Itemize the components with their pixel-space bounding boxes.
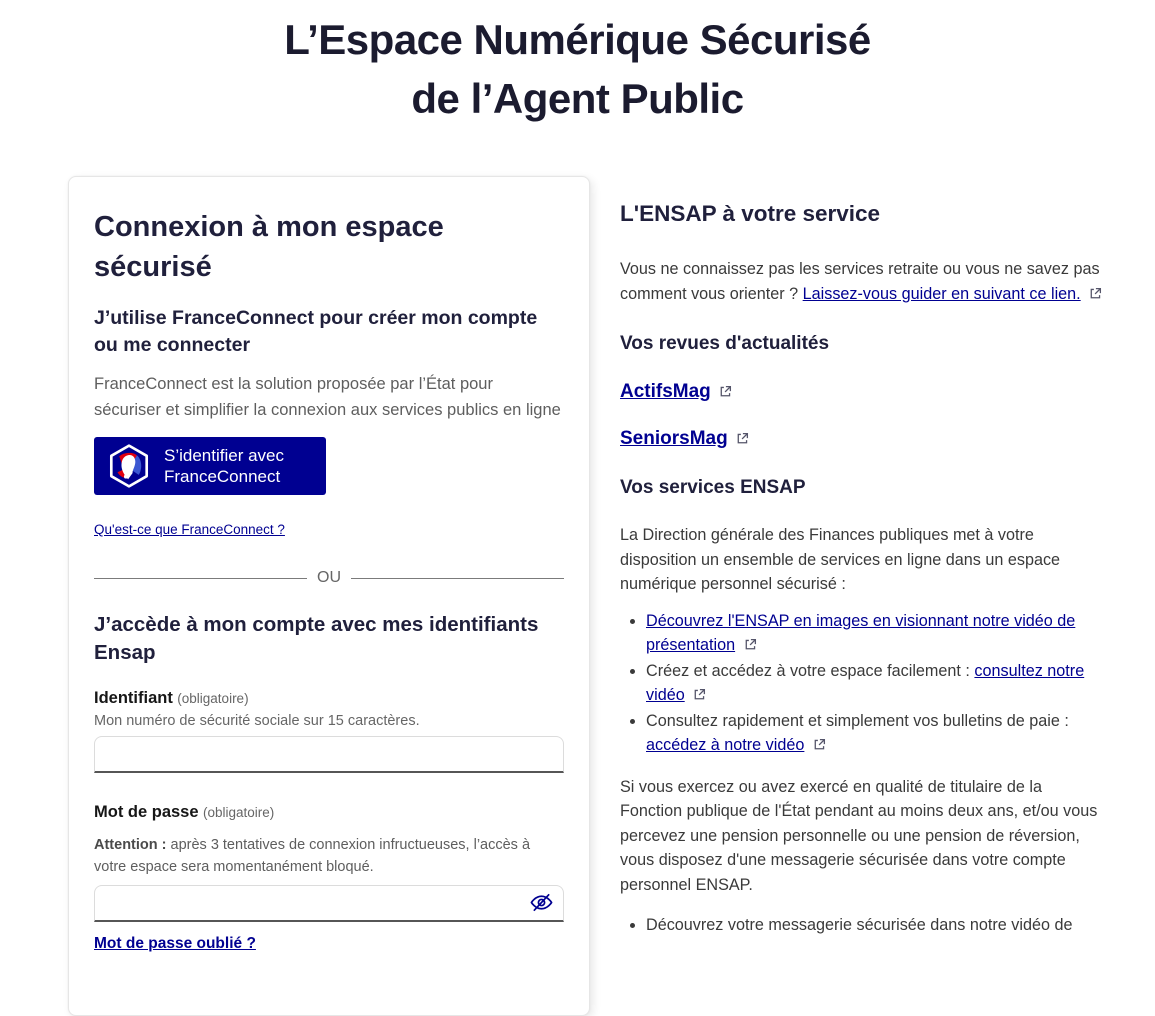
list-item: • Créez et accédez à votre espace facilement : consultez notre vidéo — [646, 659, 1106, 709]
external-link-icon — [1089, 283, 1102, 308]
forgot-password-link[interactable]: Mot de passe oublié ? — [94, 935, 256, 952]
external-link-icon — [693, 684, 706, 709]
external-link-icon — [719, 385, 732, 403]
info-intro-text: Vous ne connaissez pas les services retraite ou vous ne savez pas comment vous orienter ? — [620, 260, 1100, 303]
password-warning-bold: Attention : — [94, 837, 167, 853]
franceconnect-button[interactable] — [94, 437, 326, 495]
list-item: • Découvrez votre messagerie sécurisée dans notre vidéo de — [646, 913, 1106, 938]
page-title-line2: de l’Agent Public — [411, 75, 744, 122]
video-bulletins-link[interactable]: accédez à notre vidéo — [646, 736, 805, 754]
franceconnect-description: FranceConnect est la solution proposée par l’État pour sécuriser et simplifier la connexion aux services publics en ligne — [94, 375, 561, 419]
page-title-line1: L’Espace Numérique Sécurisé — [284, 16, 871, 63]
or-divider-label: OU — [317, 569, 341, 586]
external-link-icon — [813, 734, 826, 759]
password-input[interactable] — [94, 885, 564, 922]
info-panel-title: L'ENSAP à votre service — [620, 201, 881, 226]
password-input-wrapper — [94, 878, 564, 922]
password-required-tag: (obligatoire) — [202, 805, 275, 820]
guide-link[interactable]: Laissez-vous guider en suivant ce lien. — [802, 284, 1081, 303]
list-item — [646, 609, 1106, 659]
actifsmag-link[interactable]: ActifsMag — [620, 381, 711, 402]
franceconnect-button-label: S’identifier avec FranceConnect — [164, 446, 285, 486]
franceconnect-help-link[interactable]: Qu'est-ce que FranceConnect ? — [94, 522, 285, 537]
franceconnect-marianne-icon — [106, 443, 152, 489]
identifiant-label-row — [94, 689, 564, 708]
password-warning — [94, 834, 564, 878]
password-field-group — [94, 803, 564, 953]
external-link-icon — [736, 432, 749, 450]
password-label-row — [94, 803, 564, 822]
or-divider — [94, 569, 564, 587]
messaging-paragraph: Si vous exercez ou avez exercé en qualité de titulaire de la Fonction publique de l'État pendant au moins deux ans, et/ou vous percevez une pension personnelle ou une pension de réversion, vous disposez d'une messagerie sécurisée dans votre compte personnel ENSAP. — [620, 777, 1098, 894]
services-heading: Vos services ENSAP — [620, 477, 806, 498]
password-label: Mot de passe — [94, 803, 199, 821]
seniorsmag-link[interactable]: SeniorsMag — [620, 428, 728, 449]
services-bullet-list — [620, 609, 1106, 759]
eye-off-icon — [530, 902, 553, 917]
login-card — [68, 176, 590, 1016]
video-presentation-link[interactable]: Découvrez l'ENSAP en images en visionnant notre vidéo de présentation — [646, 611, 1076, 654]
page-header — [0, 0, 1155, 128]
messaging-bullet-list — [620, 913, 1106, 938]
info-panel — [620, 201, 1106, 938]
identifiant-field-group — [94, 689, 564, 773]
services-intro: La Direction générale des Finances publiques met à votre disposition un ensemble de services en ligne dans un espace numérique personnel sécurisé : — [620, 526, 1061, 593]
login-card-title: Connexion à mon espace sécurisé — [94, 211, 444, 283]
credentials-heading: J’accède à mon compte avec mes identifiants Ensap — [94, 613, 539, 664]
list-item: • Consultez rapidement et simplement vos bulletins de paie : accédez à notre vidéo — [646, 709, 1106, 759]
external-link-icon — [744, 634, 757, 659]
identifiant-label: Identifiant — [94, 689, 173, 707]
password-warning-text: après 3 tentatives de connexion infructueuses, l’accès à votre espace sera momentanément bloqué. — [94, 837, 531, 875]
page-title — [0, 10, 1155, 128]
news-heading: Vos revues d'actualités — [620, 333, 830, 354]
identifiant-input[interactable] — [94, 736, 564, 773]
identifiant-hint: Mon numéro de sécurité sociale sur 15 caractères. — [94, 713, 420, 729]
franceconnect-heading: J’utilise FranceConnect pour créer mon compte ou me connecter — [94, 307, 538, 356]
toggle-password-visibility-button[interactable] — [528, 891, 554, 917]
video-creation-link[interactable]: consultez notre vidéo — [646, 661, 1085, 704]
identifiant-required-tag: (obligatoire) — [177, 691, 249, 706]
info-intro — [620, 257, 1106, 307]
